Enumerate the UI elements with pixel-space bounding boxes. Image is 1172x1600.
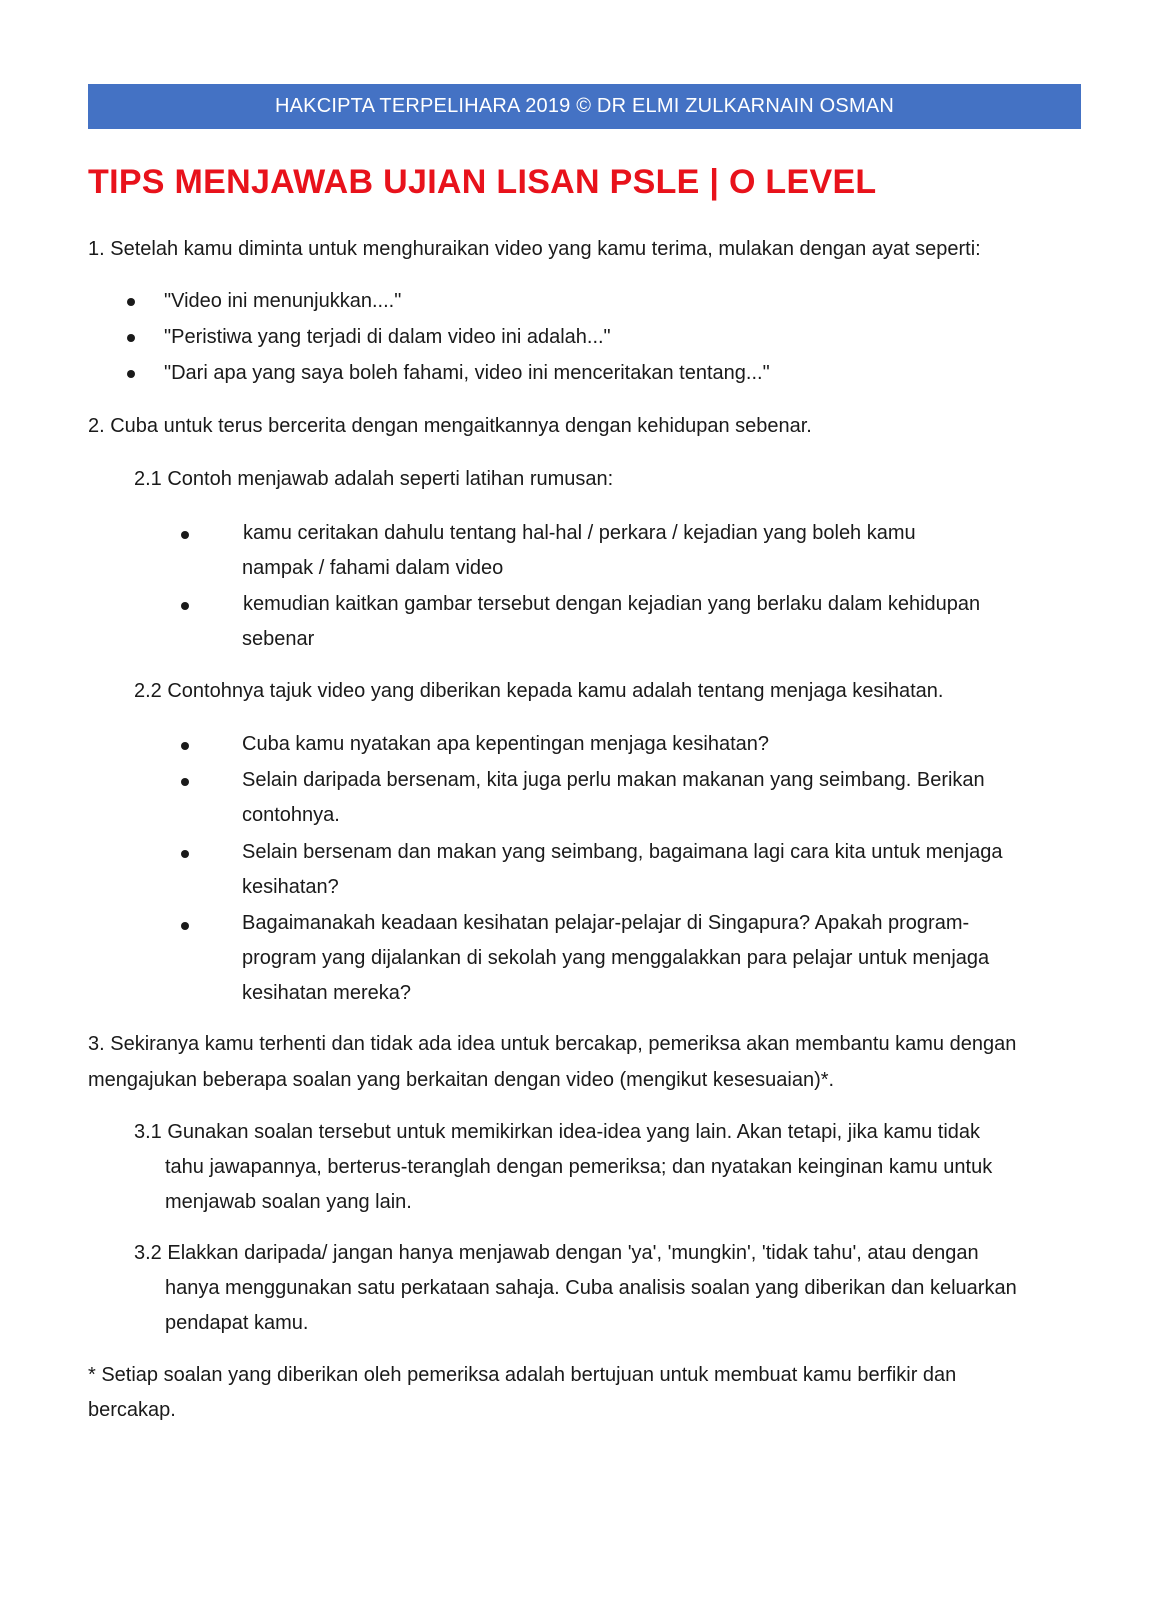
list-item: "Peristiwa yang terjadi di dalam video ini adalah..." — [164, 326, 611, 348]
list-item-line: Bagaimanakah keadaan kesihatan pelajar-pelajar di Singapura? Apakah program- — [242, 912, 970, 934]
list-item-line: kemudian kaitkan gambar tersebut dengan kejadian yang berlaku dalam kehidupan — [243, 593, 981, 615]
bullet-icon — [181, 602, 189, 610]
bullet-icon — [181, 850, 189, 858]
bullet-icon — [181, 778, 189, 786]
footnote-line: bercakap. — [88, 1399, 176, 1421]
section-3-1-line: tahu jawapannya, berterus-teranglah dengan pemeriksa; dan nyatakan keinginan kamu untuk — [165, 1156, 993, 1178]
list-item-line: nampak / fahami dalam video — [242, 557, 504, 579]
section-3-2-line: hanya menggunakan satu perkataan sahaja. Cuba analisis soalan yang diberikan dan keluarkan — [165, 1277, 1017, 1299]
copyright-banner: HAKCIPTA TERPELIHARA 2019 © DR ELMI ZULKARNAIN OSMAN — [88, 84, 1081, 129]
list-item: "Video ini menunjukkan...." — [164, 290, 402, 312]
section-3-line: 3. Sekiranya kamu terhenti dan tidak ada idea untuk bercakap, pemeriksa akan membantu kamu dengan — [88, 1033, 1017, 1055]
section-3-1-line: menjawab soalan yang lain. — [165, 1191, 412, 1213]
list-item-line: kesihatan mereka? — [242, 982, 411, 1004]
footnote-line: * Setiap soalan yang diberikan oleh pemeriksa adalah bertujuan untuk membuat kamu berfikir dan — [88, 1364, 957, 1386]
bullet-icon — [181, 922, 189, 930]
bullet-icon — [127, 334, 135, 342]
list-item-line: Selain daripada bersenam, kita juga perlu makan makanan yang seimbang. Berikan — [242, 769, 985, 791]
list-item: "Dari apa yang saya boleh fahami, video ini menceritakan tentang..." — [164, 362, 770, 384]
list-item-line: contohnya. — [242, 804, 340, 826]
bullet-icon — [127, 370, 135, 378]
section-3-2-line: pendapat kamu. — [165, 1312, 309, 1334]
bullet-icon — [181, 742, 189, 750]
section-2-2-text: 2.2 Contohnya tajuk video yang diberikan kepada kamu adalah tentang menjaga kesihatan. — [134, 680, 944, 702]
section-3-line: mengajukan beberapa soalan yang berkaitan dengan video (mengikut kesesuaian)*. — [88, 1069, 835, 1091]
list-item-line: program yang dijalankan di sekolah yang menggalakkan para pelajar untuk menjaga — [242, 947, 990, 969]
section-2-text: 2. Cuba untuk terus bercerita dengan mengaitkannya dengan kehidupan sebenar. — [88, 415, 812, 437]
section-2-1-text: 2.1 Contoh menjawab adalah seperti latihan rumusan: — [134, 468, 614, 490]
section-3-2-line: 3.2 Elakkan daripada/ jangan hanya menjawab dengan 'ya', 'mungkin', 'tidak tahu', atau dengan — [134, 1242, 979, 1264]
bullet-icon — [127, 298, 135, 306]
list-item-line: Cuba kamu nyatakan apa kepentingan menjaga kesihatan? — [242, 733, 770, 755]
bullet-icon — [181, 531, 189, 539]
list-item-line: kesihatan? — [242, 876, 339, 898]
section-3-1-line: 3.1 Gunakan soalan tersebut untuk memikirkan idea-idea yang lain. Akan tetapi, jika kamu tidak — [134, 1121, 981, 1143]
list-item-line: sebenar — [242, 628, 315, 650]
section-1-text: 1. Setelah kamu diminta untuk menghuraikan video yang kamu terima, mulakan dengan ayat seperti: — [88, 238, 981, 260]
list-item-line: Selain bersenam dan makan yang seimbang, bagaimana lagi cara kita untuk menjaga — [242, 841, 1003, 863]
list-item-line: kamu ceritakan dahulu tentang hal-hal / perkara / kejadian yang boleh kamu — [243, 522, 916, 544]
page-title: TIPS MENJAWAB UJIAN LISAN PSLE | O LEVEL — [88, 163, 877, 201]
